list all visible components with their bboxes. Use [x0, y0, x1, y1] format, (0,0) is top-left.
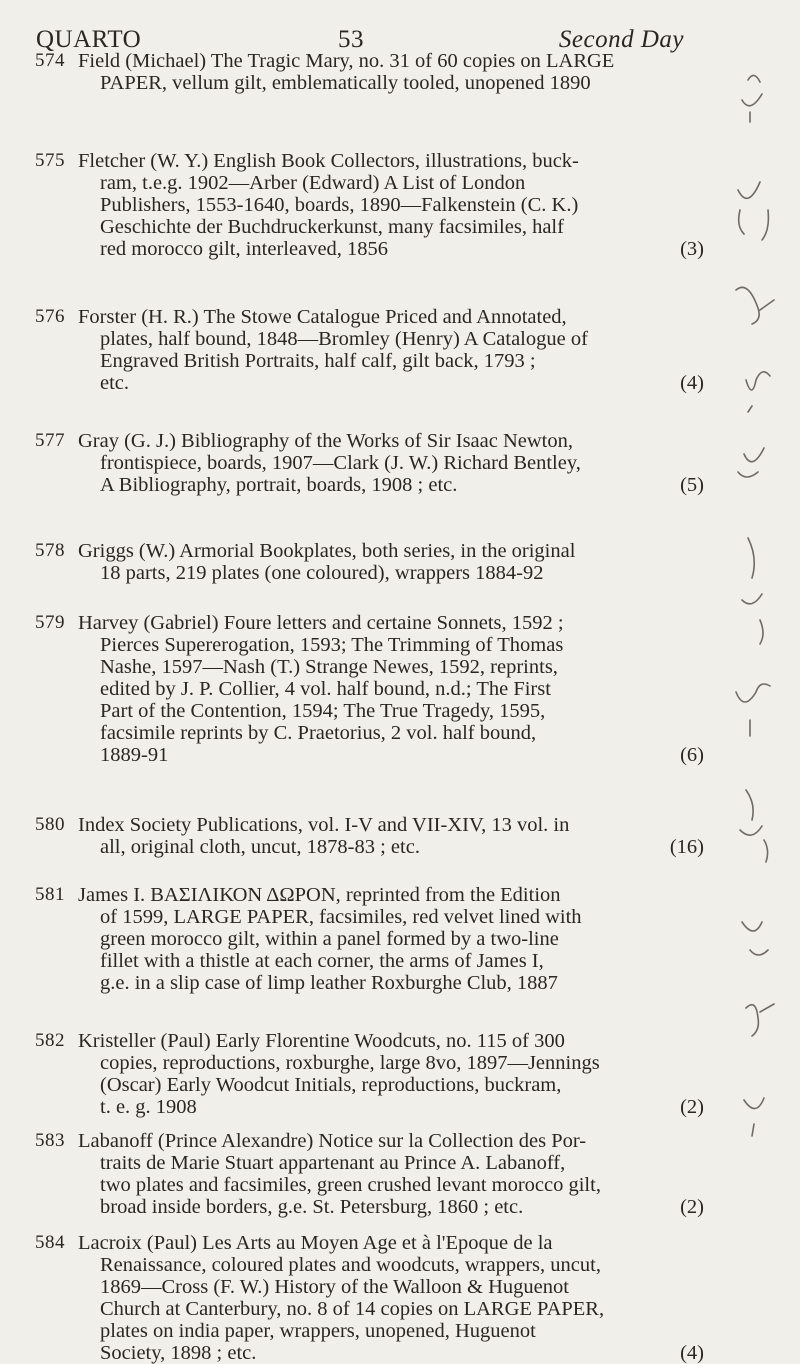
description-line-text: PAPER, vellum gilt, emblematically tooled, unopened 1890: [100, 72, 591, 94]
description-line: [78, 950, 712, 972]
description-line: [78, 656, 712, 678]
description-line: [78, 72, 712, 94]
volume-count: (2): [680, 1096, 704, 1118]
description-line-text: Kristeller (Paul) Early Florentine Woodcuts, no. 115 of 300: [78, 1030, 565, 1052]
description-line-text: traits de Marie Stuart appartenant au Prince A. Labanoff,: [100, 1152, 566, 1174]
volume-count: (3): [680, 238, 704, 260]
header-format: QUARTO: [36, 26, 142, 53]
description-line-text: broad inside borders, g.e. St. Petersburg, 1860 ; etc.: [100, 1196, 524, 1218]
description-line-text: edited by J. P. Collier, 4 vol. half bound, n.d.; The First: [100, 678, 551, 700]
description-line: [78, 474, 712, 496]
description-line: [78, 814, 712, 836]
volume-count: (16): [669, 836, 704, 858]
description-line: [78, 1130, 712, 1152]
description-line-text: Pierces Supererogation, 1593; The Trimming of Thomas: [100, 634, 564, 656]
lot-description: [78, 306, 712, 394]
description-line-text: Geschichte der Buchdruckerkunst, many facsimiles, half: [100, 216, 564, 238]
description-line: [78, 722, 712, 744]
lot-number: 580: [35, 814, 65, 835]
description-line: [78, 562, 712, 584]
description-line: [78, 744, 712, 766]
description-line-text: Gray (G. J.) Bibliography of the Works of Sir Isaac Newton,: [78, 430, 573, 452]
lot-description: [78, 540, 712, 584]
volume-count: (4): [680, 1342, 704, 1364]
description-line: [78, 634, 712, 656]
description-line-text: Fletcher (W. Y.) English Book Collectors, illustrations, buck-: [78, 150, 579, 172]
description-line: [78, 1196, 712, 1218]
description-line: [78, 1152, 712, 1174]
description-line-text: Index Society Publications, vol. I-V and VII-XIV, 13 vol. in: [78, 814, 570, 836]
description-line-text: Publishers, 1553-1640, boards, 1890—Falkenstein (C. K.): [100, 194, 579, 216]
lot-description: [78, 814, 712, 858]
description-line-text: Field (Michael) The Tragic Mary, no. 31 of 60 copies on LARGE: [78, 50, 615, 72]
lot-number: 575: [35, 150, 65, 171]
description-line: [78, 172, 712, 194]
lot-description: [78, 430, 712, 496]
description-line: [78, 1052, 712, 1074]
description-line-text: Renaissance, coloured plates and woodcuts, wrappers, uncut,: [100, 1254, 601, 1276]
description-line-text: (Oscar) Early Woodcut Initials, reproductions, buckram,: [100, 1074, 562, 1096]
lot-description: [78, 50, 712, 94]
description-line-text: Lacroix (Paul) Les Arts au Moyen Age et à l'Epoque de la: [78, 1232, 553, 1254]
description-line-text: 1869—Cross (F. W.) History of the Walloon & Huguenot: [100, 1276, 569, 1298]
description-line: [78, 372, 712, 394]
description-line: [78, 306, 712, 328]
sale-day: Second Day: [558, 26, 684, 53]
description-line: [78, 452, 712, 474]
volume-count: (6): [680, 744, 704, 766]
page-number: 53: [338, 26, 364, 53]
description-line: [78, 540, 712, 562]
lot-description: [78, 1030, 712, 1118]
description-line-text: facsimile reprints by C. Praetorius, 2 vol. half bound,: [100, 722, 537, 744]
description-line-text: James I. ΒΑΣΙΛΙΚΟΝ ΔΩΡΟΝ, reprinted from the Edition: [78, 884, 561, 906]
lot-number: 578: [35, 540, 65, 561]
description-line: [78, 1320, 712, 1342]
description-line: [78, 1276, 712, 1298]
description-line-text: Engraved British Portraits, half calf, gilt back, 1793 ;: [100, 350, 536, 372]
volume-count: (5): [680, 474, 704, 496]
description-line-text: Forster (H. R.) The Stowe Catalogue Priced and Annotated,: [78, 306, 567, 328]
lot-number: 583: [35, 1130, 65, 1151]
description-line: [78, 612, 712, 634]
description-line-text: plates, half bound, 1848—Bromley (Henry) A Catalogue of: [100, 328, 588, 350]
lot-number: 577: [35, 430, 65, 451]
description-line: [78, 216, 712, 238]
volume-count: (2): [680, 1196, 704, 1218]
lot-number: 574: [35, 50, 65, 71]
description-line: [78, 1096, 712, 1118]
lot-number: 579: [35, 612, 65, 633]
pencil-marks-image: [720, 60, 790, 1180]
description-line: [78, 328, 712, 350]
description-line-text: etc.: [100, 372, 130, 394]
lot-description: [78, 612, 712, 766]
description-line: [78, 928, 712, 950]
description-line-text: Part of the Contention, 1594; The True Tragedy, 1595,: [100, 700, 546, 722]
description-line: [78, 1342, 712, 1364]
lot-description: [78, 884, 712, 994]
description-line: [78, 430, 712, 452]
description-line: [78, 150, 712, 172]
lot-description: [78, 150, 712, 260]
description-line-text: t. e. g. 1908: [100, 1096, 197, 1118]
description-line-text: Society, 1898 ; etc.: [100, 1342, 257, 1364]
description-line: [78, 1254, 712, 1276]
description-line-text: A Bibliography, portrait, boards, 1908 ; etc.: [100, 474, 458, 496]
description-line: [78, 194, 712, 216]
description-line: [78, 350, 712, 372]
description-line-text: frontispiece, boards, 1907—Clark (J. W.) Richard Bentley,: [100, 452, 581, 474]
description-line: [78, 972, 712, 994]
description-line: [78, 50, 712, 72]
lot-description: [78, 1232, 712, 1364]
lot-number: 584: [35, 1232, 65, 1253]
description-line: [78, 1298, 712, 1320]
lot-number: 581: [35, 884, 65, 905]
description-line: [78, 906, 712, 928]
description-line-text: red morocco gilt, interleaved, 1856: [100, 238, 389, 260]
description-line: [78, 1074, 712, 1096]
description-line: [78, 700, 712, 722]
description-line: [78, 836, 712, 858]
description-line-text: of 1599, LARGE PAPER, facsimiles, red velvet lined with: [100, 906, 582, 928]
description-line-text: Labanoff (Prince Alexandre) Notice sur la Collection des Por-: [78, 1130, 587, 1152]
description-line: [78, 884, 712, 906]
description-line-text: two plates and facsimiles, green crushed levant morocco gilt,: [100, 1174, 601, 1196]
description-line-text: fillet with a thistle at each corner, the arms of James I,: [100, 950, 544, 972]
description-line: [78, 1232, 712, 1254]
lot-number: 582: [35, 1030, 65, 1051]
description-line-text: copies, reproductions, roxburghe, large 8vo, 1897—Jennings: [100, 1052, 600, 1074]
description-line-text: Griggs (W.) Armorial Bookplates, both series, in the original: [78, 540, 576, 562]
description-line-text: Church at Canterbury, no. 8 of 14 copies on LARGE PAPER,: [100, 1298, 605, 1320]
lot-description: [78, 1130, 712, 1218]
description-line-text: ram, t.e.g. 1902—Arber (Edward) A List of London: [100, 172, 526, 194]
description-line-text: plates on india paper, wrappers, unopened, Huguenot: [100, 1320, 536, 1342]
description-line-text: Harvey (Gabriel) Foure letters and certaine Sonnets, 1592 ;: [78, 612, 564, 634]
description-line-text: green morocco gilt, within a panel formed by a two-line: [100, 928, 559, 950]
description-line: [78, 1174, 712, 1196]
description-line-text: 1889-91: [100, 744, 169, 766]
description-line: [78, 678, 712, 700]
margin-pencil-marks: [720, 60, 790, 1180]
description-line-text: Nashe, 1597—Nash (T.) Strange Newes, 1592, reprints,: [100, 656, 558, 678]
description-line-text: all, original cloth, uncut, 1878-83 ; etc.: [100, 836, 420, 858]
description-line: [78, 1030, 712, 1052]
lot-number: 576: [35, 306, 65, 327]
description-line: [78, 238, 712, 260]
description-line-text: 18 parts, 219 plates (one coloured), wrappers 1884-92: [100, 562, 544, 584]
description-line-text: g.e. in a slip case of limp leather Roxburghe Club, 1887: [100, 972, 558, 994]
volume-count: (4): [680, 372, 704, 394]
